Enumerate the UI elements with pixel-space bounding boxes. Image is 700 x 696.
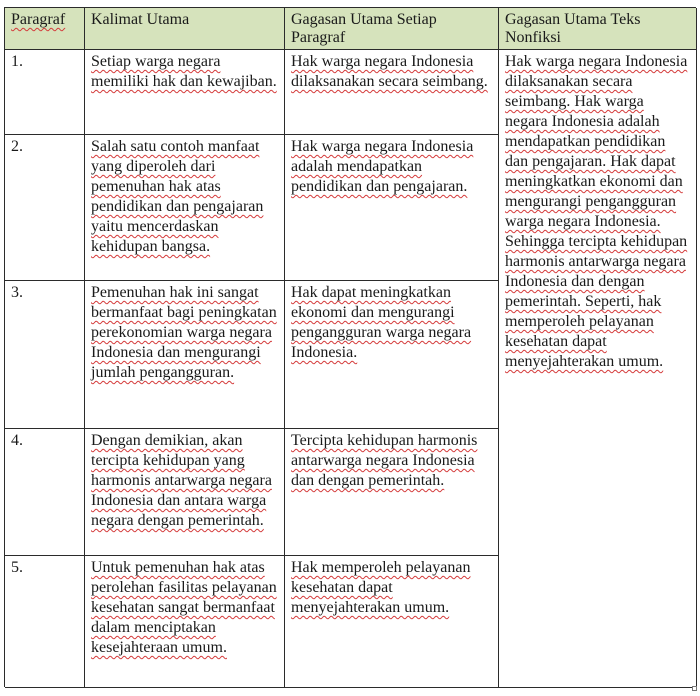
row-3-main-sentence-text: Pemenuhan hak ini sangat bermanfaat bagi peningkatan perekonomian warga negara Indonesia dan mengurangi jumlah pengangguran.	[91, 284, 277, 381]
row-1-paragraph-idea[interactable]	[285, 50, 499, 135]
header-paragraf[interactable]	[5, 8, 85, 50]
row-1-main-sentence[interactable]	[85, 50, 285, 135]
row-1-main-sentence-text: Setiap warga negara memiliki hak dan kewajiban.	[91, 53, 277, 90]
row-2-paragraph-idea-text: Hak warga negara Indonesia adalah mendapatkan pendidikan dan pengajaran.	[291, 138, 474, 195]
row-5-number-text: 5.	[11, 559, 23, 576]
row-5-main-sentence-text: Untuk pemenuhan hak atas perolehan fasilitas pelayanan kesehatan sangat bermanfaat dalam menciptakan kesejahteraan umum.	[91, 559, 277, 656]
nonfiction-idea-cell[interactable]	[499, 50, 697, 688]
row-4-main-sentence[interactable]	[85, 429, 285, 556]
header-kalimat-utama-text: Kalimat Utama	[91, 11, 190, 28]
row-5-paragraph-idea[interactable]	[285, 556, 499, 688]
row-1-number-text: 1.	[11, 53, 23, 70]
row-2-paragraph-idea[interactable]	[285, 135, 499, 281]
row-1-number[interactable]	[5, 50, 85, 135]
header-paragraf-text: Paragraf	[11, 11, 66, 28]
row-1-paragraph-idea-text: Hak warga negara Indonesia dilaksanakan secara seimbang.	[291, 53, 488, 90]
row-3-main-sentence[interactable]	[85, 281, 285, 429]
row-4-main-sentence-text: Dengan demikian, akan tercipta kehidupan yang harmonis antarwarga negara Indonesia dan antara warga negara dengan pemerintah.	[91, 432, 272, 529]
table-grid	[4, 7, 696, 687]
header-gagasan-paragraf-text: Gagasan Utama Setiap Paragraf	[291, 11, 437, 46]
row-4-number-text: 4.	[11, 432, 23, 449]
row-3-number[interactable]	[5, 281, 85, 429]
header-kalimat-utama[interactable]	[85, 8, 285, 50]
row-3-paragraph-idea[interactable]	[285, 281, 499, 429]
row-2-main-sentence-text: Salah satu contoh manfaat yang diperoleh dari pemenuhan hak atas pendidikan dan pengajaran yaitu mencerdaskan kehidupan bangsa.	[91, 138, 264, 255]
row-5-paragraph-idea-text: Hak memperoleh pelayanan kesehatan dapat menyejahterakan umum.	[291, 559, 471, 616]
row-5-main-sentence[interactable]	[85, 556, 285, 688]
row-4-number[interactable]	[5, 429, 85, 556]
row-3-number-text: 3.	[11, 284, 23, 301]
row-2-number-text: 2.	[11, 138, 23, 155]
nonfiction-idea-text: Hak warga negara Indonesia dilaksanakan secara seimbang. Hak warga negara Indonesia adalah mendapatkan pendidikan dan pengajaran. Hak dapat meningkatkan ekonomi dan mengurangi pengangguran warga negara Indonesia. Sehingga tercipta kehidupan harmonis antarwarga negara Indonesia dan dengan pemerintah. Seperti, hak memperoleh pelayanan kesehatan dapat menyejahterakan umum.	[505, 53, 688, 370]
row-4-paragraph-idea[interactable]	[285, 429, 499, 556]
row-3-paragraph-idea-text: Hak dapat meningkatkan ekonomi dan mengurangi pengangguran warga negara Indonesia.	[291, 284, 472, 361]
header-gagasan-teks[interactable]	[499, 8, 697, 50]
row-2-number[interactable]	[5, 135, 85, 281]
header-gagasan-teks-text: Gagasan Utama Teks Nonfiksi	[505, 11, 641, 46]
row-4-paragraph-idea-text: Tercipta kehidupan harmonis antarwarga negara Indonesia dan dengan pemerintah.	[291, 432, 478, 489]
table-resize-handle[interactable]	[692, 686, 697, 691]
row-5-number[interactable]	[5, 556, 85, 688]
header-gagasan-paragraf[interactable]	[285, 8, 499, 50]
ideas-table	[4, 7, 696, 687]
row-2-main-sentence[interactable]	[85, 135, 285, 281]
